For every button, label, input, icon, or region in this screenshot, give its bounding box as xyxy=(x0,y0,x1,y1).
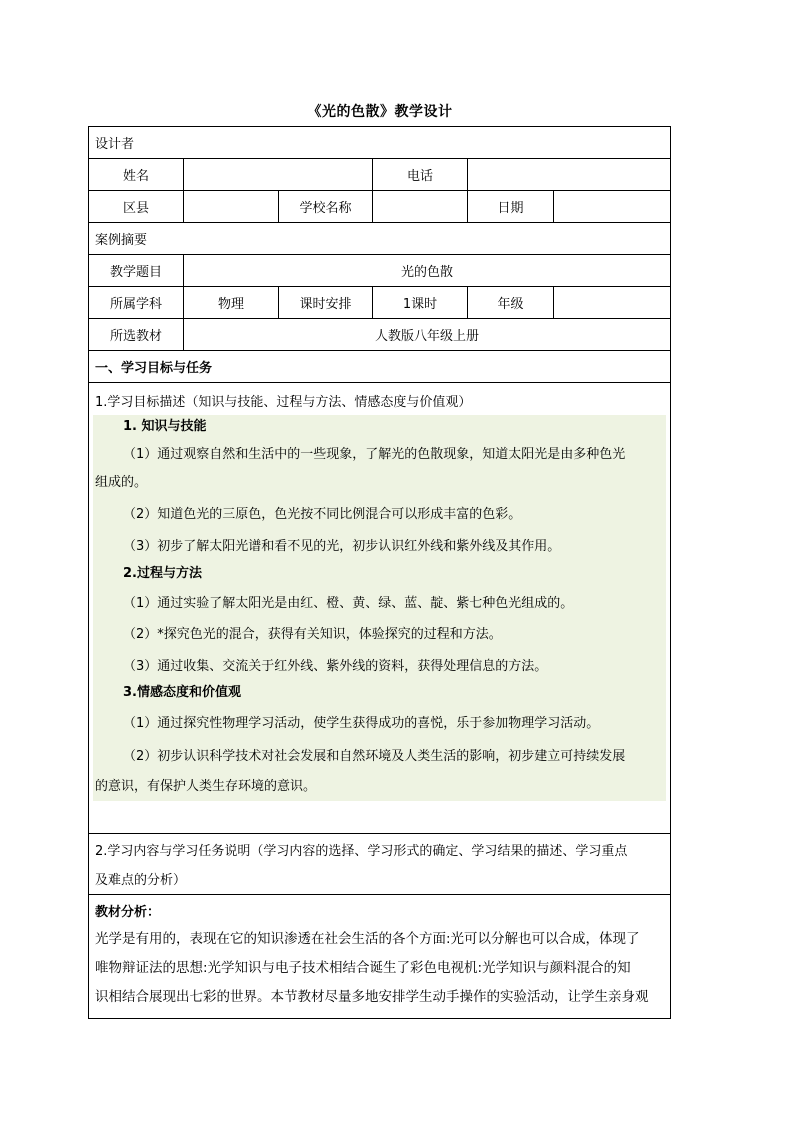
analysis-cell xyxy=(89,895,670,1018)
goal-description: 1.学习目标描述（知识与技能、过程与方法、情感态度与价值观） xyxy=(95,395,472,410)
subject-label: 所属学科 xyxy=(109,297,162,312)
phone-field[interactable] xyxy=(467,159,670,190)
case-summary-row xyxy=(89,223,670,255)
name-label: 姓名 xyxy=(122,169,149,184)
analysis-heading: 教材分析： xyxy=(95,905,161,920)
goal-p1: （1）通过实验了解太阳光是由红、橙、黄、绿、蓝、靛、紫七种色光组成的。 xyxy=(123,596,574,611)
section1-heading: 一、学习目标与任务 xyxy=(95,361,213,376)
goal-a2-line2: 的意识，有保护人类生存环境的意识。 xyxy=(95,779,317,794)
district-label: 区县 xyxy=(122,201,149,216)
goal-k3: （3）初步了解太阳光谱和看不见的光，初步认识红外线和紫外线及其作用。 xyxy=(123,539,561,554)
goal-heading-attitude: 3.情感态度和价值观 xyxy=(123,685,241,700)
subject-value: 物理 xyxy=(183,287,278,318)
goal-k1-line2: 组成的。 xyxy=(95,475,148,490)
school-label: 学校名称 xyxy=(278,191,372,222)
phone-label: 电话 xyxy=(372,159,467,190)
goal-a1: （1）通过探究性物理学习活动，使学生获得成功的喜悦，乐于参加物理学习活动。 xyxy=(123,716,600,731)
district-school-row xyxy=(89,191,670,223)
schedule-label: 课时安排 xyxy=(278,287,372,318)
topic-row xyxy=(89,255,670,287)
textbook-row xyxy=(89,319,670,351)
name-field[interactable] xyxy=(183,159,372,190)
designer-row xyxy=(89,127,670,159)
grade-value xyxy=(553,287,670,318)
name-phone-row xyxy=(89,159,670,191)
textbook-label: 所选教材 xyxy=(109,329,162,344)
analysis-line3: 识相结合展现出七彩的世界。本节教材尽量多地安排学生动手操作的实验活动，让学生亲身观 xyxy=(95,989,649,1005)
document-title: 《光的色散》教学设计 xyxy=(307,104,453,120)
date-label: 日期 xyxy=(467,191,553,222)
goal-heading-process: 2.过程与方法 xyxy=(123,566,202,581)
designer-header: 设计者 xyxy=(95,137,135,152)
analysis-line1: 光学是有用的，表现在它的知识渗透在社会生活的各个方面:光可以分解也可以合成，体现了 xyxy=(95,931,640,947)
content-description-row xyxy=(89,834,670,895)
goal-a2-line1: （2）初步认识科学技术对社会发展和自然环境及人类生活的影响，初步建立可持续发展 xyxy=(123,749,626,764)
lesson-plan-table xyxy=(88,126,671,1019)
school-field[interactable] xyxy=(372,191,467,222)
goal-p2: （2）*探究色光的混合，获得有关知识，体验探究的过程和方法。 xyxy=(123,627,502,642)
goal-k1-line1: （1）通过观察自然和生活中的一些现象，了解光的色散现象，知道太阳光是由多种色光 xyxy=(123,447,626,462)
content-desc-line1: 2.学习内容与学习任务说明（学习内容的选择、学习形式的确定、学习结果的描述、学习重点 xyxy=(95,844,628,859)
district-field[interactable] xyxy=(183,191,278,222)
section1-row xyxy=(89,351,670,383)
date-field[interactable] xyxy=(553,191,670,222)
topic-label: 教学题目 xyxy=(109,265,162,280)
topic-value: 光的色散 xyxy=(183,255,670,286)
goals-highlight-block xyxy=(93,415,666,801)
content-desc-line2: 及难点的分析） xyxy=(95,873,187,888)
goal-p3: （3）通过收集、交流关于红外线、紫外线的资料，获得处理信息的方法。 xyxy=(123,659,548,674)
subject-row xyxy=(89,287,670,319)
grade-label: 年级 xyxy=(467,287,553,318)
textbook-value: 人教版八年级上册 xyxy=(183,319,670,350)
analysis-line2: 唯物辩证法的思想:光学知识与电子技术相结合诞生了彩色电视机:光学知识与颜料混合的知 xyxy=(95,960,631,976)
case-summary-header: 案例摘要 xyxy=(95,233,148,248)
goal-heading-knowledge: 1. 知识与技能 xyxy=(123,419,207,434)
schedule-value: 1课时 xyxy=(372,287,467,318)
goal-k2: （2）知道色光的三原色，色光按不同比例混合可以形成丰富的色彩。 xyxy=(123,507,522,522)
